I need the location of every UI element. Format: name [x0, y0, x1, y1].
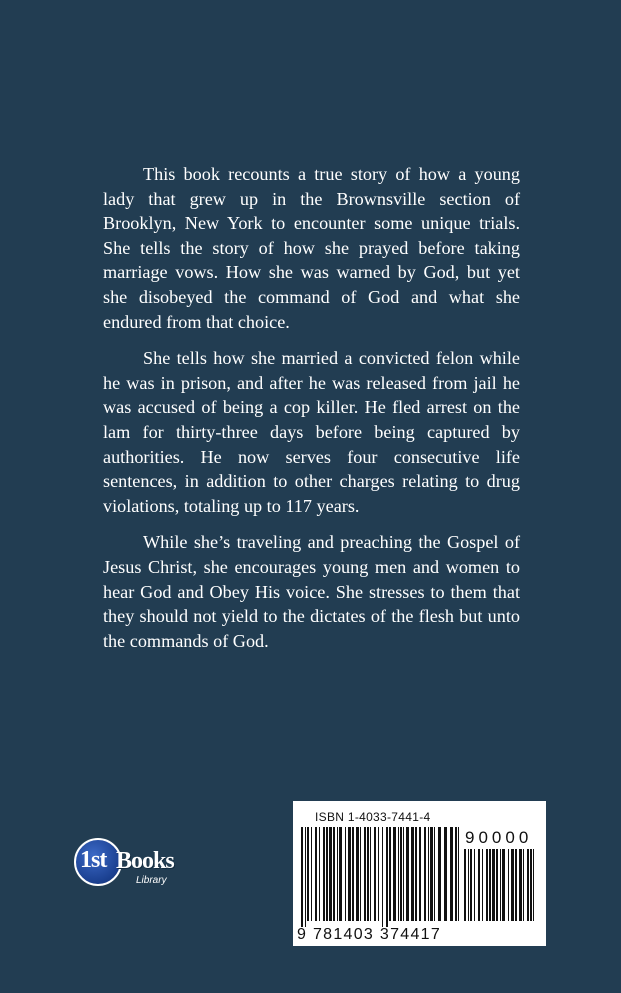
barcode-bar [502, 849, 505, 921]
barcode-bar [337, 827, 338, 921]
barcode-bar [307, 827, 309, 921]
blurb-paragraph-2: She tells how she married a convicted felon while he was in prison, and after he was released from jail he was accused of being a cop killer. He fled arrest on the lam for thirty-three days before being captured by authorities. He now serves four consecutive life sentences, in addition to other charges relating to drug violations, totaling up to 117 years. [103, 348, 520, 516]
barcode-bar [489, 849, 491, 921]
barcode-bar [533, 849, 534, 921]
barcode-bar [474, 849, 475, 921]
barcode-bar [364, 827, 366, 921]
ean-digits: 9 781403 374417 [297, 926, 442, 943]
barcode-bar [352, 827, 354, 921]
barcode-bar [311, 827, 312, 921]
barcode-bar [319, 827, 320, 921]
barcode-bar [326, 827, 328, 921]
barcode-bar [482, 849, 483, 921]
barcode-bar [378, 827, 379, 921]
barcode-bar [386, 827, 388, 927]
barcode-bar [389, 827, 391, 921]
addon-barcode-icon [464, 849, 536, 929]
barcode-bar [478, 849, 480, 921]
barcode-bar [333, 827, 335, 921]
barcode-bar [519, 849, 522, 921]
barcode-bar [415, 827, 417, 921]
barcode-bar [486, 849, 488, 921]
barcode-bar [315, 827, 317, 921]
barcode-bar [527, 849, 529, 921]
logo-number: 1st [80, 847, 107, 873]
logo-word: Books [116, 848, 174, 874]
barcode-bar [430, 827, 433, 921]
barcode-bar [360, 827, 361, 921]
barcode-bar [428, 827, 429, 921]
barcode-bar [370, 827, 371, 921]
blurb-paragraph-3: While she’s traveling and preaching the Gospel of Jesus Christ, she encourages young men and women to hear God and Obey His voice. She stresses to them that they should not yield to the dictates of the flesh but unto the commands of God. [103, 532, 520, 651]
barcode-bar [458, 827, 459, 921]
barcode-bar [348, 827, 351, 921]
barcode-bar [434, 827, 435, 921]
barcode-bar [468, 849, 469, 921]
barcode-bar [511, 849, 514, 921]
barcode-bar [424, 827, 426, 921]
barcode-bar [305, 827, 306, 927]
barcode-bar [345, 827, 346, 921]
barcode-label [293, 801, 546, 946]
blurb-paragraph-1: This book recounts a true story of how a young lady that grew up in the Brownsville section of Brooklyn, New York to encounter some unique trials. She tells the story of how she prayed before taking marriage vows. How she was warned by God, but yet she disobeyed the command of God and what she endured from that choice. [103, 164, 520, 332]
barcode-bar [301, 827, 303, 927]
barcode-bar [530, 849, 532, 921]
logo-subtitle: Library [136, 875, 167, 886]
ean-barcode-icon [301, 827, 461, 929]
isbn-text: ISBN 1-4033-7441-4 [315, 810, 431, 824]
barcode-bar [403, 827, 404, 921]
barcode-bar [508, 849, 509, 921]
addon-digits: 90000 [465, 828, 533, 847]
barcode-bar [393, 827, 396, 921]
book-blurb [103, 162, 520, 665]
barcode-bar [470, 849, 472, 921]
barcode-bar [398, 827, 399, 921]
barcode-bar [367, 827, 369, 921]
barcode-bar [438, 827, 441, 921]
barcode-bar [444, 827, 447, 921]
barcode-bar [356, 827, 359, 921]
barcode-bar [523, 849, 524, 921]
barcode-bar [500, 849, 501, 921]
barcode-bar [455, 827, 457, 921]
barcode-bar [374, 827, 376, 921]
barcode-bar [406, 827, 409, 921]
barcode-bar [496, 849, 498, 921]
barcode-bar [339, 827, 342, 921]
barcode-bar [492, 849, 495, 921]
barcode-bar [419, 827, 421, 921]
barcode-bar [464, 849, 466, 921]
barcode-bar [450, 827, 453, 921]
barcode-bar [400, 827, 402, 921]
barcode-bar [323, 827, 325, 921]
publisher-logo [74, 838, 194, 898]
barcode-bar [411, 827, 414, 921]
barcode-bar [382, 827, 383, 927]
barcode-bar [515, 849, 517, 921]
barcode-bar [329, 827, 332, 921]
